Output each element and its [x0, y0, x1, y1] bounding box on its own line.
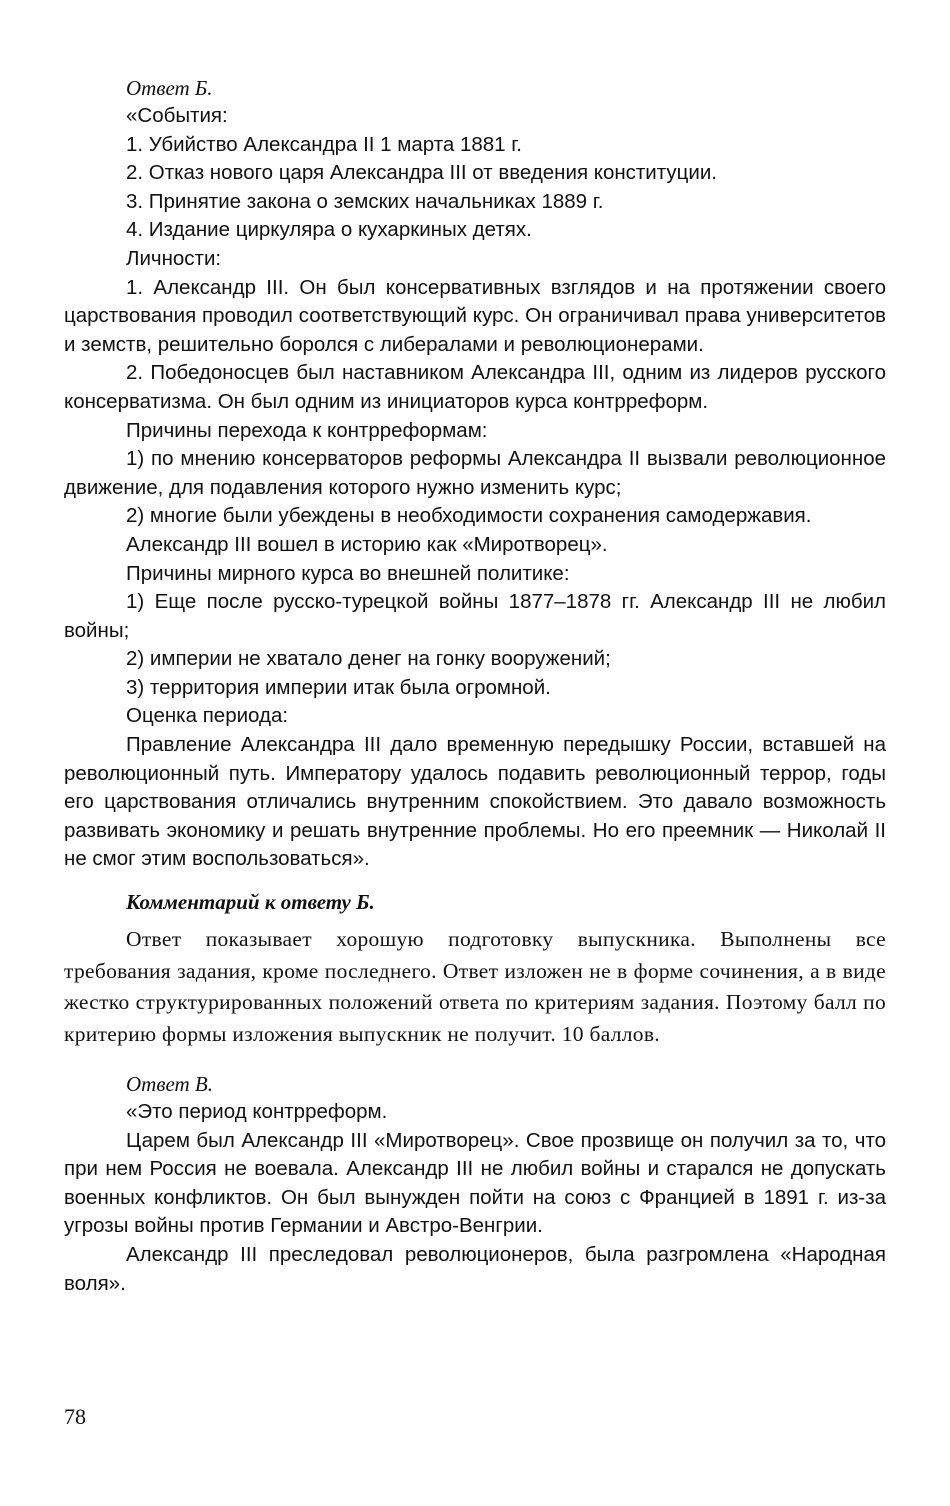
answer-v-heading: Ответ В.: [126, 1072, 213, 1097]
person-item: 1. Александр III. Он был консервативных взглядов и на протяжении своего царствования проводил соответствующий курс. Он ограничивал права университетов и земств, решительно боролся с либералами и революционерами.: [64, 275, 886, 356]
reasons-title: Причины перехода к контрреформам:: [126, 418, 488, 442]
event-item: 2. Отказ нового царя Александра III от введения конституции.: [126, 161, 717, 185]
page-content: [64, 74, 886, 1298]
event-item: 4. Издание циркуляра о кухаркиных детях.: [126, 218, 532, 242]
peace-reason-item: 2) империи не хватало денег на гонку вооружений;: [126, 647, 611, 671]
reason-item: 2) многие были убеждены в необходимости сохранения самодержавия.: [126, 504, 812, 528]
answer-v-intro: «Это период контрреформ.: [126, 1100, 388, 1124]
events-title: «События:: [126, 104, 228, 127]
person-item: 2. Победоносцев был наставником Александра III, одним из лидеров русского консерватизма. Он был одним из инициаторов курса контрреформ.: [64, 361, 886, 413]
answer-v-paragraph: Александр III преследовал революционеров, была разгромлена «Народная воля».: [64, 1243, 886, 1295]
evaluation-text: Правление Александра III дало временную передышку России, вставшей на революционный путь. Императору удалось подавить революционный террор, годы его царствования отличались внутренним спокойствием. Это давало возможность развивать экономику и решать внутренние проблемы. Но его преемник — Николай II не смог этим воспользоваться».: [64, 733, 886, 871]
peacemaker-line: Александр III вошел в историю как «Миротворец».: [126, 532, 608, 556]
comment-b-text: Ответ показывает хорошую подготовку выпускника. Выполнены все требования задания, кроме последнего. Ответ изложен не в форме сочинения, а в виде жестко структурированных положений ответа по критериям задания. Поэтому балл по критерию формы изложения выпускник не получит. 10 баллов.: [64, 927, 886, 1046]
peace-title: Причины мирного курса во внешней политике:: [126, 561, 570, 585]
event-item: 1. Убийство Александра II 1 марта 1881 г.: [126, 132, 522, 156]
peace-reason-item: 3) территория империи итак была огромной.: [126, 675, 551, 699]
event-item: 3. Принятие закона о земских начальниках 1889 г.: [126, 189, 604, 213]
reason-item: 1) по мнению консерваторов реформы Александра II вызвали революционное движение, для подавления которого нужно изменить курс;: [64, 447, 886, 499]
answer-b-heading: Ответ Б.: [126, 76, 213, 100]
page-number: 78: [64, 1404, 86, 1429]
answer-b-body: [64, 102, 886, 874]
comment-b-heading: Комментарий к ответу Б.: [126, 890, 375, 915]
persons-title: Личности:: [126, 246, 222, 270]
answer-v-paragraph: Царем был Александр III «Миротворец». Свое прозвище он получил за то, что при нем Россия не воевала. Александр III не любил войны и старался не допускать военных конфликтов. Он был вынужден пойти на союз с Францией в 1891 г. из-за угрозы войны против Германии и Австро-Венгрии.: [64, 1128, 886, 1238]
answer-v-body: [64, 1098, 886, 1298]
evaluation-title: Оценка периода:: [126, 704, 289, 728]
peace-reason-item: 1) Еще после русско-турецкой войны 1877–1878 гг. Александр III не любил войны;: [64, 590, 886, 642]
